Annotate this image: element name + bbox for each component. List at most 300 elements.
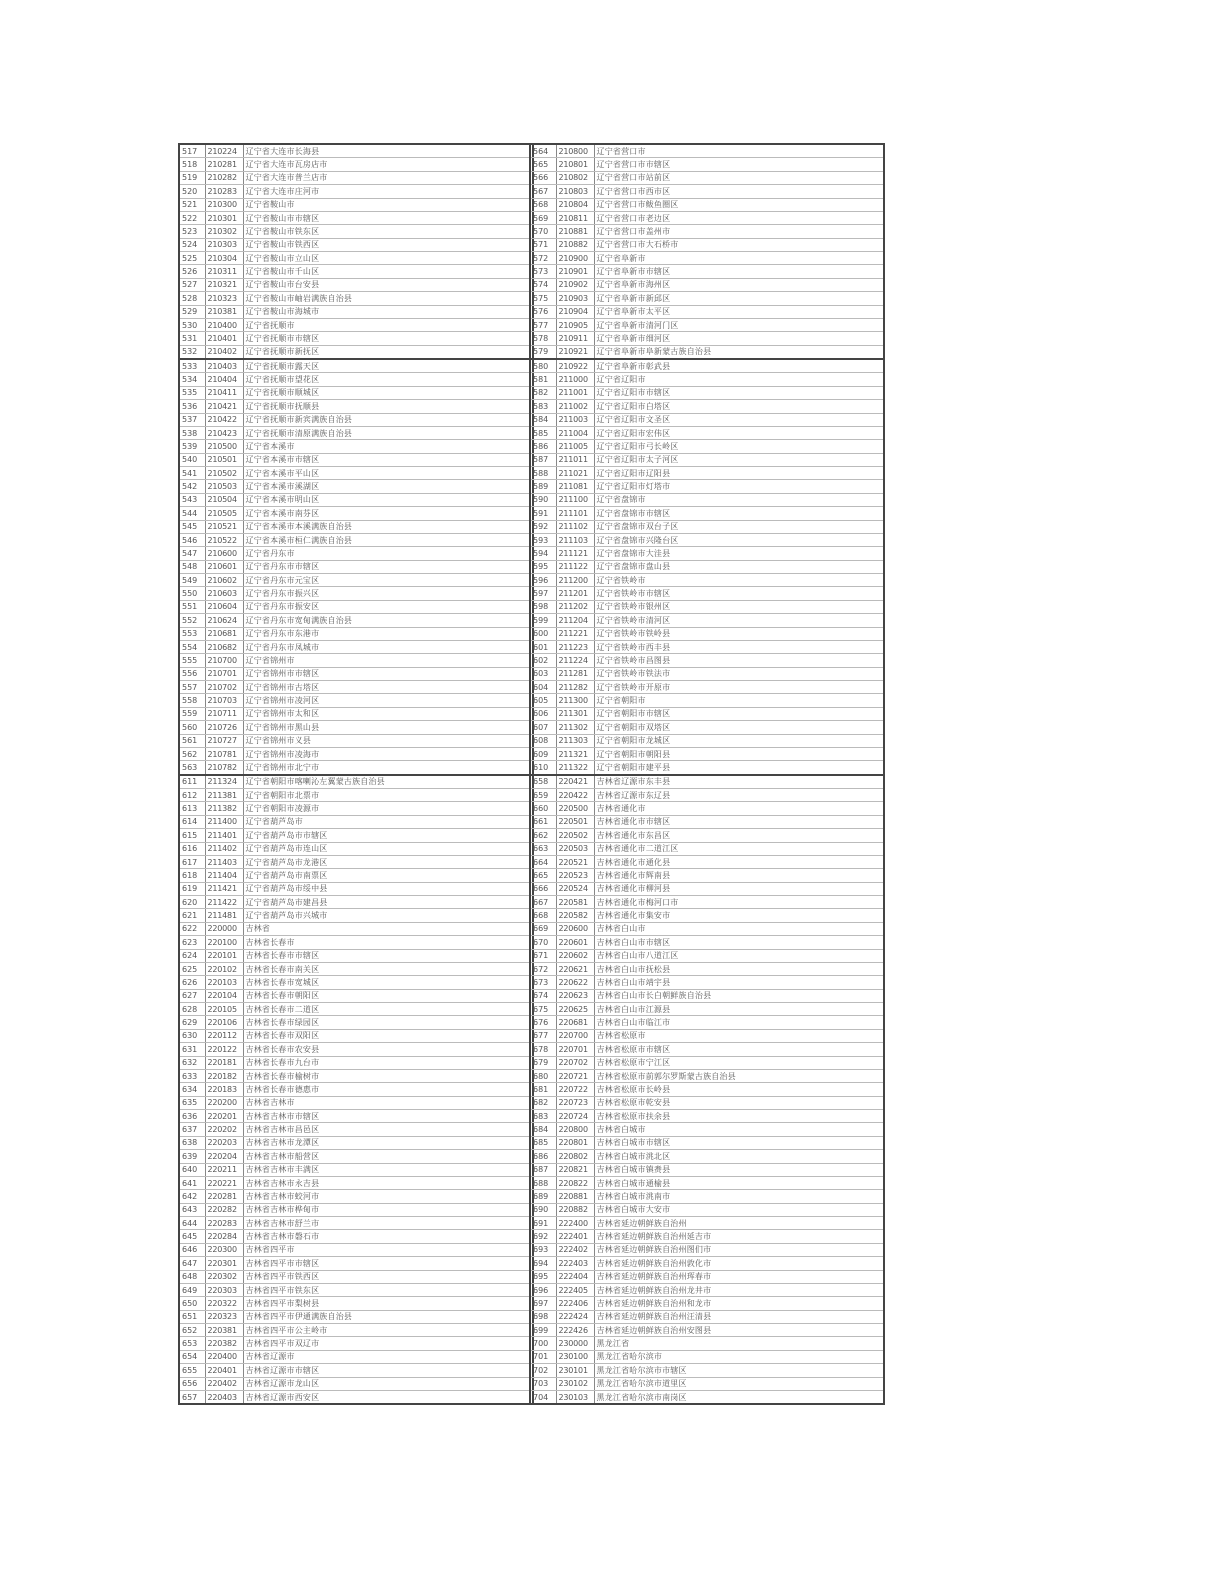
division-name-cell: 吉林省白山市靖宇县 <box>594 976 884 989</box>
division-code-cell: 211011 <box>556 453 594 466</box>
division-name-cell: 吉林省吉林市船营区 <box>243 1150 533 1163</box>
division-code-cell: 211001 <box>556 386 594 399</box>
division-name-cell: 辽宁省辽阳市弓长岭区 <box>594 440 884 453</box>
division-name-cell: 吉林省延边朝鲜族自治州龙井市 <box>594 1283 884 1296</box>
division-code-cell: 220281 <box>205 1190 243 1203</box>
division-code-cell: 220401 <box>205 1364 243 1377</box>
row-number-cell: 573 <box>530 265 556 278</box>
table-row <box>179 292 533 305</box>
table-row <box>179 278 533 291</box>
division-name-cell: 辽宁省丹东市振安区 <box>243 600 533 613</box>
division-name-cell: 吉林省通化市梅河口市 <box>594 896 884 909</box>
table-row <box>179 1364 533 1377</box>
division-code-cell: 210921 <box>556 345 594 359</box>
division-code-cell: 210681 <box>205 627 243 640</box>
division-name-cell: 辽宁省营口市 <box>594 144 884 158</box>
division-name-cell: 黑龙江省哈尔滨市市辖区 <box>594 1364 884 1377</box>
row-number-cell: 526 <box>179 265 205 278</box>
division-code-cell: 220381 <box>205 1324 243 1337</box>
division-name-cell: 辽宁省葫芦岛市龙港区 <box>243 855 533 868</box>
table-row <box>179 734 533 747</box>
division-name-cell: 黑龙江省哈尔滨市南岗区 <box>594 1390 884 1404</box>
division-code-cell: 230000 <box>556 1337 594 1350</box>
row-number-cell: 571 <box>530 238 556 251</box>
table-row <box>530 467 884 480</box>
division-name-cell: 吉林省白城市大安市 <box>594 1203 884 1216</box>
row-number-cell: 669 <box>530 922 556 935</box>
division-name-cell: 辽宁省葫芦岛市建昌县 <box>243 896 533 909</box>
table-row <box>179 989 533 1002</box>
row-number-cell: 534 <box>179 373 205 386</box>
row-number-cell: 596 <box>530 574 556 587</box>
division-code-cell: 210411 <box>205 386 243 399</box>
division-name-cell: 吉林省松原市前郭尔罗斯蒙古族自治县 <box>594 1069 884 1082</box>
division-name-cell: 辽宁省锦州市黑山县 <box>243 721 533 734</box>
division-name-cell: 辽宁省丹东市宽甸满族自治县 <box>243 614 533 627</box>
table-row <box>179 829 533 842</box>
row-number-cell: 622 <box>179 922 205 935</box>
division-code-cell: 220201 <box>205 1110 243 1123</box>
row-number-cell: 605 <box>530 694 556 707</box>
table-row <box>179 211 533 224</box>
row-number-cell: 577 <box>530 318 556 331</box>
division-name-cell: 吉林省白山市抚松县 <box>594 962 884 975</box>
division-code-cell: 211281 <box>556 667 594 680</box>
division-name-cell: 辽宁省铁岭市 <box>594 574 884 587</box>
division-name-cell: 吉林省四平市铁东区 <box>243 1283 533 1296</box>
row-number-cell: 575 <box>530 292 556 305</box>
table-row <box>179 480 533 493</box>
division-name-cell: 吉林省松原市 <box>594 1029 884 1042</box>
division-name-cell: 辽宁省盘锦市市辖区 <box>594 507 884 520</box>
division-code-cell: 220524 <box>556 882 594 895</box>
table-row <box>179 600 533 613</box>
division-name-cell: 辽宁省鞍山市 <box>243 198 533 211</box>
row-number-cell: 539 <box>179 440 205 453</box>
division-code-cell: 220323 <box>205 1310 243 1323</box>
division-code-cell: 210905 <box>556 318 594 331</box>
division-code-cell: 220000 <box>205 922 243 935</box>
table-row <box>179 855 533 868</box>
division-code-cell: 220622 <box>556 976 594 989</box>
division-code-cell: 210401 <box>205 332 243 345</box>
row-number-cell: 648 <box>179 1270 205 1283</box>
division-name-cell: 辽宁省锦州市义县 <box>243 734 533 747</box>
division-name-cell: 吉林省四平市双辽市 <box>243 1337 533 1350</box>
row-number-cell: 640 <box>179 1163 205 1176</box>
table-row <box>179 962 533 975</box>
division-name-cell: 吉林省白山市长白朝鲜族自治县 <box>594 989 884 1002</box>
table-row <box>530 345 884 359</box>
division-code-cell: 220681 <box>556 1016 594 1029</box>
division-name-cell: 辽宁省抚顺市新宾满族自治县 <box>243 413 533 426</box>
division-name-cell: 辽宁省营口市鲅鱼圈区 <box>594 198 884 211</box>
division-name-cell: 吉林省四平市伊通满族自治县 <box>243 1310 533 1323</box>
table-row <box>179 815 533 828</box>
division-code-cell: 220283 <box>205 1217 243 1230</box>
row-number-cell: 549 <box>179 574 205 587</box>
row-number-cell: 564 <box>530 144 556 158</box>
table-row <box>530 1270 884 1283</box>
table-row <box>530 1096 884 1109</box>
division-code-cell: 210802 <box>556 171 594 184</box>
table-row <box>530 1110 884 1123</box>
division-code-cell: 210304 <box>205 252 243 265</box>
left-code-table <box>178 143 532 1405</box>
division-code-cell: 210501 <box>205 453 243 466</box>
table-row <box>530 1069 884 1082</box>
division-code-cell: 220105 <box>205 1003 243 1016</box>
division-code-cell: 211000 <box>556 373 594 386</box>
row-number-cell: 677 <box>530 1029 556 1042</box>
division-name-cell: 吉林省长春市二道区 <box>243 1003 533 1016</box>
division-code-cell: 211481 <box>205 909 243 922</box>
division-name-cell: 吉林省 <box>243 922 533 935</box>
table-row <box>530 547 884 560</box>
division-code-cell: 210911 <box>556 332 594 345</box>
table-row <box>530 1029 884 1042</box>
division-code-cell: 210321 <box>205 278 243 291</box>
division-code-cell: 210603 <box>205 587 243 600</box>
row-number-cell: 614 <box>179 815 205 828</box>
row-number-cell: 528 <box>179 292 205 305</box>
division-name-cell: 吉林省延边朝鲜族自治州汪清县 <box>594 1310 884 1323</box>
row-number-cell: 536 <box>179 400 205 413</box>
row-number-cell: 588 <box>530 467 556 480</box>
division-name-cell: 吉林省吉林市蛟河市 <box>243 1190 533 1203</box>
division-code-cell: 211382 <box>205 802 243 815</box>
table-row <box>530 507 884 520</box>
division-code-cell: 210323 <box>205 292 243 305</box>
row-number-cell: 613 <box>179 802 205 815</box>
table-row <box>530 1163 884 1176</box>
division-code-cell: 220802 <box>556 1150 594 1163</box>
row-number-cell: 611 <box>179 775 205 789</box>
row-number-cell: 616 <box>179 842 205 855</box>
table-row <box>530 480 884 493</box>
table-row <box>179 1069 533 1082</box>
row-number-cell: 570 <box>530 225 556 238</box>
row-number-cell: 644 <box>179 1217 205 1230</box>
row-number-cell: 598 <box>530 600 556 613</box>
table-row <box>179 1230 533 1243</box>
division-name-cell: 吉林省松原市长岭县 <box>594 1083 884 1096</box>
division-code-cell: 220203 <box>205 1136 243 1149</box>
division-name-cell: 辽宁省朝阳市朝阳县 <box>594 747 884 760</box>
row-number-cell: 629 <box>179 1016 205 1029</box>
table-row <box>179 976 533 989</box>
table-row <box>179 413 533 426</box>
division-name-cell: 吉林省辽源市东辽县 <box>594 789 884 802</box>
division-code-cell: 210881 <box>556 225 594 238</box>
division-name-cell: 辽宁省辽阳市辽阳县 <box>594 467 884 480</box>
division-code-cell: 210702 <box>205 681 243 694</box>
division-code-cell: 220182 <box>205 1069 243 1082</box>
division-code-cell: 210400 <box>205 318 243 331</box>
right-code-table <box>529 143 883 1405</box>
row-number-cell: 569 <box>530 211 556 224</box>
division-name-cell: 吉林省松原市乾安县 <box>594 1096 884 1109</box>
table-row <box>530 1310 884 1323</box>
division-name-cell: 辽宁省铁岭市铁岭县 <box>594 627 884 640</box>
table-row <box>530 587 884 600</box>
division-code-cell: 220100 <box>205 936 243 949</box>
division-code-cell: 210403 <box>205 359 243 373</box>
division-name-cell: 辽宁省本溪市溪湖区 <box>243 480 533 493</box>
table-row <box>530 238 884 251</box>
row-number-cell: 532 <box>179 345 205 359</box>
row-number-cell: 700 <box>530 1337 556 1350</box>
division-code-cell: 211221 <box>556 627 594 640</box>
division-code-cell: 210423 <box>205 426 243 439</box>
row-number-cell: 607 <box>530 721 556 734</box>
division-code-cell: 220211 <box>205 1163 243 1176</box>
table-row <box>530 614 884 627</box>
row-number-cell: 609 <box>530 747 556 760</box>
division-code-cell: 230102 <box>556 1377 594 1390</box>
row-number-cell: 663 <box>530 842 556 855</box>
division-code-cell: 220801 <box>556 1136 594 1149</box>
row-number-cell: 521 <box>179 198 205 211</box>
division-code-cell: 210502 <box>205 467 243 480</box>
division-name-cell: 辽宁省本溪市本溪满族自治县 <box>243 520 533 533</box>
row-number-cell: 562 <box>179 747 205 760</box>
division-code-cell: 210882 <box>556 238 594 251</box>
division-code-cell: 222401 <box>556 1230 594 1243</box>
row-number-cell: 699 <box>530 1324 556 1337</box>
row-number-cell: 603 <box>530 667 556 680</box>
row-number-cell: 522 <box>179 211 205 224</box>
row-number-cell: 529 <box>179 305 205 318</box>
division-name-cell: 辽宁省抚顺市清原满族自治县 <box>243 426 533 439</box>
row-number-cell: 545 <box>179 520 205 533</box>
row-number-cell: 704 <box>530 1390 556 1404</box>
division-code-cell: 222403 <box>556 1257 594 1270</box>
division-code-cell: 220282 <box>205 1203 243 1216</box>
division-code-cell: 210311 <box>205 265 243 278</box>
division-code-cell: 211122 <box>556 560 594 573</box>
division-name-cell: 吉林省长春市九台市 <box>243 1056 533 1069</box>
row-number-cell: 586 <box>530 440 556 453</box>
division-code-cell: 220421 <box>556 775 594 789</box>
division-name-cell: 吉林省长春市绿园区 <box>243 1016 533 1029</box>
row-number-cell: 671 <box>530 949 556 962</box>
row-number-cell: 542 <box>179 480 205 493</box>
division-name-cell: 辽宁省辽阳市宏伟区 <box>594 426 884 439</box>
division-name-cell: 吉林省长春市宽城区 <box>243 976 533 989</box>
division-name-cell: 吉林省吉林市永吉县 <box>243 1176 533 1189</box>
row-number-cell: 590 <box>530 493 556 506</box>
table-row <box>530 171 884 184</box>
division-code-cell: 230103 <box>556 1390 594 1404</box>
row-number-cell: 623 <box>179 936 205 949</box>
table-row <box>530 292 884 305</box>
division-code-cell: 210726 <box>205 721 243 734</box>
division-name-cell: 黑龙江省哈尔滨市道里区 <box>594 1377 884 1390</box>
division-code-cell: 220882 <box>556 1203 594 1216</box>
table-row <box>179 789 533 802</box>
table-row <box>530 1377 884 1390</box>
division-name-cell: 辽宁省大连市瓦房店市 <box>243 158 533 171</box>
division-name-cell: 辽宁省朝阳市喀喇沁左翼蒙古族自治县 <box>243 775 533 789</box>
division-code-cell: 210500 <box>205 440 243 453</box>
row-number-cell: 674 <box>530 989 556 1002</box>
row-number-cell: 555 <box>179 654 205 667</box>
row-number-cell: 627 <box>179 989 205 1002</box>
division-name-cell: 辽宁省营口市老边区 <box>594 211 884 224</box>
row-number-cell: 587 <box>530 453 556 466</box>
division-name-cell: 辽宁省本溪市明山区 <box>243 493 533 506</box>
row-number-cell: 589 <box>530 480 556 493</box>
division-name-cell: 辽宁省朝阳市龙城区 <box>594 734 884 747</box>
table-row <box>530 869 884 882</box>
row-number-cell: 578 <box>530 332 556 345</box>
division-code-cell: 220621 <box>556 962 594 975</box>
table-row <box>179 640 533 653</box>
division-code-cell: 211021 <box>556 467 594 480</box>
table-row <box>179 426 533 439</box>
row-number-cell: 540 <box>179 453 205 466</box>
row-number-cell: 689 <box>530 1190 556 1203</box>
row-number-cell: 525 <box>179 252 205 265</box>
table-row <box>179 1163 533 1176</box>
row-number-cell: 634 <box>179 1083 205 1096</box>
row-number-cell: 676 <box>530 1016 556 1029</box>
table-row <box>179 345 533 359</box>
row-number-cell: 653 <box>179 1337 205 1350</box>
division-code-cell: 220600 <box>556 922 594 935</box>
table-row <box>530 225 884 238</box>
table-row <box>179 1324 533 1337</box>
division-name-cell: 辽宁省抚顺市望花区 <box>243 373 533 386</box>
table-row <box>179 1083 533 1096</box>
division-name-cell: 辽宁省本溪市桓仁满族自治县 <box>243 533 533 546</box>
row-number-cell: 600 <box>530 627 556 640</box>
division-code-cell: 210604 <box>205 600 243 613</box>
table-row <box>530 1083 884 1096</box>
table-row <box>530 144 884 158</box>
division-code-cell: 210701 <box>205 667 243 680</box>
division-name-cell: 辽宁省朝阳市双塔区 <box>594 721 884 734</box>
row-number-cell: 583 <box>530 400 556 413</box>
division-name-cell: 辽宁省大连市长海县 <box>243 144 533 158</box>
row-number-cell: 610 <box>530 761 556 775</box>
row-number-cell: 560 <box>179 721 205 734</box>
row-number-cell: 656 <box>179 1377 205 1390</box>
table-row <box>530 962 884 975</box>
table-row <box>179 1217 533 1230</box>
row-number-cell: 701 <box>530 1350 556 1363</box>
row-number-cell: 650 <box>179 1297 205 1310</box>
division-code-cell: 220303 <box>205 1283 243 1296</box>
division-name-cell: 吉林省延边朝鲜族自治州珲春市 <box>594 1270 884 1283</box>
division-name-cell: 吉林省长春市朝阳区 <box>243 989 533 1002</box>
row-number-cell: 675 <box>530 1003 556 1016</box>
row-number-cell: 615 <box>179 829 205 842</box>
division-name-cell: 辽宁省大连市庄河市 <box>243 185 533 198</box>
division-code-cell: 211102 <box>556 520 594 533</box>
table-row <box>179 681 533 694</box>
division-name-cell: 辽宁省鞍山市立山区 <box>243 252 533 265</box>
table-row <box>530 989 884 1002</box>
row-number-cell: 554 <box>179 640 205 653</box>
division-code-cell: 211004 <box>556 426 594 439</box>
row-number-cell: 624 <box>179 949 205 962</box>
division-name-cell: 辽宁省朝阳市建平县 <box>594 761 884 775</box>
division-code-cell: 210700 <box>205 654 243 667</box>
table-row <box>179 1350 533 1363</box>
division-code-cell: 220122 <box>205 1043 243 1056</box>
division-name-cell: 辽宁省葫芦岛市 <box>243 815 533 828</box>
division-name-cell: 辽宁省锦州市太和区 <box>243 707 533 720</box>
division-name-cell: 吉林省吉林市昌邑区 <box>243 1123 533 1136</box>
division-name-cell: 吉林省通化市二道江区 <box>594 842 884 855</box>
table-row <box>530 560 884 573</box>
row-number-cell: 692 <box>530 1230 556 1243</box>
division-code-cell: 220723 <box>556 1096 594 1109</box>
division-name-cell: 吉林省延边朝鲜族自治州敦化市 <box>594 1257 884 1270</box>
division-name-cell: 辽宁省葫芦岛市市辖区 <box>243 829 533 842</box>
division-code-cell: 210600 <box>205 547 243 560</box>
division-name-cell: 辽宁省鞍山市海城市 <box>243 305 533 318</box>
division-name-cell: 辽宁省铁岭市铁法市 <box>594 667 884 680</box>
division-code-cell: 211301 <box>556 707 594 720</box>
division-name-cell: 辽宁省阜新市清河门区 <box>594 318 884 331</box>
table-row <box>530 761 884 775</box>
row-number-cell: 538 <box>179 426 205 439</box>
division-code-cell: 211302 <box>556 721 594 734</box>
table-row <box>179 1123 533 1136</box>
table-row <box>179 359 533 373</box>
row-number-cell: 638 <box>179 1136 205 1149</box>
table-row <box>530 1190 884 1203</box>
row-number-cell: 681 <box>530 1083 556 1096</box>
table-row <box>530 681 884 694</box>
row-number-cell: 680 <box>530 1069 556 1082</box>
division-name-cell: 吉林省辽源市市辖区 <box>243 1364 533 1377</box>
row-number-cell: 558 <box>179 694 205 707</box>
division-name-cell: 吉林省通化市东昌区 <box>594 829 884 842</box>
table-row <box>179 198 533 211</box>
division-code-cell: 220800 <box>556 1123 594 1136</box>
table-row <box>530 829 884 842</box>
division-code-cell: 220602 <box>556 949 594 962</box>
table-row <box>530 278 884 291</box>
division-name-cell: 辽宁省锦州市凌河区 <box>243 694 533 707</box>
row-number-cell: 636 <box>179 1110 205 1123</box>
division-name-cell: 吉林省白山市八道江区 <box>594 949 884 962</box>
row-number-cell: 544 <box>179 507 205 520</box>
table-row <box>179 1377 533 1390</box>
table-row <box>530 1243 884 1256</box>
division-code-cell: 210922 <box>556 359 594 373</box>
table-row <box>530 936 884 949</box>
row-number-cell: 654 <box>179 1350 205 1363</box>
division-name-cell: 吉林省长春市南关区 <box>243 962 533 975</box>
division-name-cell: 吉林省长春市榆树市 <box>243 1069 533 1082</box>
table-row <box>179 520 533 533</box>
division-name-cell: 辽宁省抚顺市抚顺县 <box>243 400 533 413</box>
division-code-cell: 210283 <box>205 185 243 198</box>
table-row <box>530 373 884 386</box>
table-row <box>530 426 884 439</box>
table-row <box>530 265 884 278</box>
row-number-cell: 682 <box>530 1096 556 1109</box>
table-row <box>530 802 884 815</box>
table-row <box>179 252 533 265</box>
row-number-cell: 664 <box>530 855 556 868</box>
table-row <box>179 1283 533 1296</box>
